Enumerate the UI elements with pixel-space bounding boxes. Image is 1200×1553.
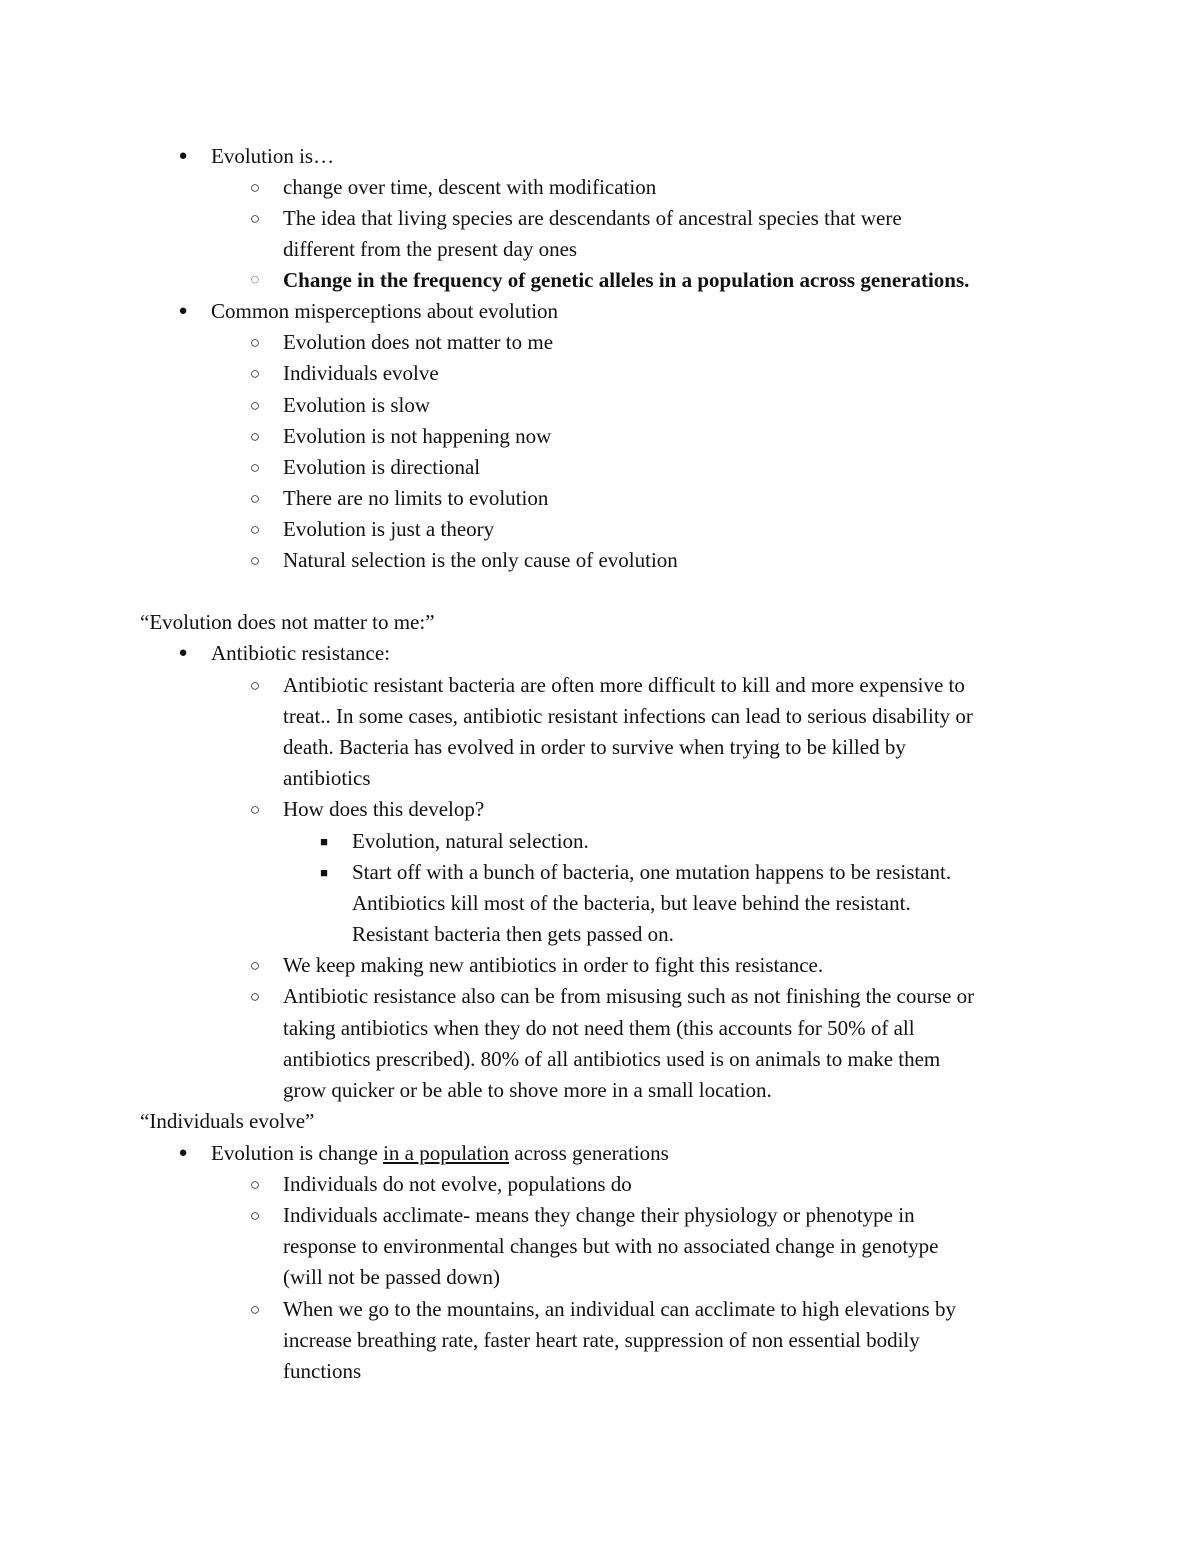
list-item-text: response to environmental changes but with no associated change in genotype — [283, 1234, 939, 1258]
list-item-text: Evolution is just a theory — [283, 517, 495, 541]
list-item — [0, 327, 1200, 358]
list-item-text: Evolution is directional — [283, 455, 481, 479]
section-heading-text: “Individuals evolve” — [140, 1109, 315, 1133]
list-item-continuation — [0, 763, 1200, 794]
circle-bullet-icon: ○ — [249, 1206, 261, 1225]
list-item-text: Evolution is not happening now — [283, 424, 552, 448]
list-item-continuation — [0, 919, 1200, 950]
list-item-text: Evolution is… — [211, 144, 335, 168]
list-item-continuation — [0, 1013, 1200, 1044]
list-item-text: There are no limits to evolution — [283, 486, 549, 510]
section-heading-text: “Evolution does not matter to me:” — [140, 610, 435, 634]
text-segment: across generations — [509, 1141, 669, 1165]
list-item — [0, 794, 1200, 825]
list-item-continuation — [0, 732, 1200, 763]
circle-bullet-icon: ○ — [249, 1300, 261, 1319]
list-item — [0, 826, 1200, 857]
list-item — [0, 514, 1200, 545]
list-item — [0, 1138, 1200, 1169]
list-item-text: antibiotics — [283, 766, 371, 790]
list-item — [0, 421, 1200, 452]
list-item — [0, 1169, 1200, 1200]
list-item-text: Evolution does not matter to me — [283, 330, 554, 354]
list-item-text: change over time, descent with modification — [283, 175, 657, 199]
underlined-text: in a population — [383, 1141, 510, 1165]
list-item — [0, 638, 1200, 669]
list-item-text: Evolution, natural selection. — [352, 829, 589, 853]
list-item-text: Individuals acclimate- means they change their physiology or phenotype in — [283, 1203, 915, 1227]
list-item-continuation — [0, 888, 1200, 919]
circle-bullet-icon: ○ — [249, 520, 261, 539]
circle-bullet-icon: ○ — [249, 427, 261, 446]
list-item-text: Antibiotic resistant bacteria are often more difficult to kill and more expensive to — [283, 673, 965, 697]
list-item — [0, 358, 1200, 389]
list-item-text: functions — [283, 1359, 362, 1383]
circle-bullet-icon: ○ — [249, 489, 261, 508]
list-item-text: treat.. In some cases, antibiotic resistant infections can lead to serious disability or — [283, 704, 973, 728]
list-item-text — [211, 1138, 669, 1169]
list-item-continuation — [0, 1356, 1200, 1387]
list-item — [0, 296, 1200, 327]
circle-bullet-icon: ○ — [249, 987, 261, 1006]
list-item-text: Individuals do not evolve, populations do — [283, 1172, 632, 1196]
disc-bullet-icon: ● — [178, 1145, 188, 1161]
circle-bullet-icon: ○ — [249, 396, 261, 415]
circle-bullet-icon: ○ — [249, 956, 261, 975]
list-item-text: How does this develop? — [283, 797, 485, 821]
list-item-text: Antibiotics kill most of the bacteria, but leave behind the resistant. — [352, 891, 911, 915]
list-item-text: different from the present day ones — [283, 237, 578, 261]
list-item-text: Antibiotic resistance: — [211, 641, 391, 665]
list-item — [0, 483, 1200, 514]
circle-bullet-icon: ○ — [249, 1175, 261, 1194]
circle-bullet-icon: ○ — [249, 333, 261, 352]
list-item-continuation — [0, 1325, 1200, 1356]
circle-bullet-icon: ○ — [249, 676, 261, 695]
list-item-text: When we go to the mountains, an individual can acclimate to high elevations by — [283, 1297, 956, 1321]
list-item — [0, 203, 1200, 234]
list-item-text: Start off with a bunch of bacteria, one mutation happens to be resistant. — [352, 860, 952, 884]
list-item-text: We keep making new antibiotics in order to fight this resistance. — [283, 953, 824, 977]
list-item — [0, 1200, 1200, 1231]
list-item-continuation — [0, 701, 1200, 732]
disc-bullet-icon: ● — [178, 645, 188, 661]
circle-bullet-icon: ○ — [249, 800, 261, 819]
list-item — [0, 545, 1200, 576]
list-item-continuation — [0, 1262, 1200, 1293]
list-item — [0, 1294, 1200, 1325]
list-item-text: Natural selection is the only cause of evolution — [283, 548, 678, 572]
square-bullet-icon: ■ — [320, 834, 328, 849]
list-item-text: increase breathing rate, faster heart rate, suppression of non essential bodily — [283, 1328, 920, 1352]
circle-bullet-icon: ○ — [249, 551, 261, 570]
list-item-text: taking antibiotics when they do not need them (this accounts for 50% of all — [283, 1016, 915, 1040]
dotted-circle-bullet-icon: ◌ — [250, 272, 260, 288]
list-item-text: Resistant bacteria then gets passed on. — [352, 922, 674, 946]
list-item-text: (will not be passed down) — [283, 1265, 500, 1289]
section-heading — [0, 1106, 1200, 1137]
list-item-continuation — [0, 234, 1200, 265]
circle-bullet-icon: ○ — [249, 209, 261, 228]
circle-bullet-icon: ○ — [249, 364, 261, 383]
circle-bullet-icon: ○ — [249, 178, 261, 197]
list-item — [0, 141, 1200, 172]
list-item-text: grow quicker or be able to shove more in a small location. — [283, 1078, 772, 1102]
list-item-text: antibiotics prescribed). 80% of all antibiotics used is on animals to make them — [283, 1047, 941, 1071]
list-item — [0, 670, 1200, 701]
list-item-text: Common misperceptions about evolution — [211, 299, 559, 323]
definition-text: Change in the frequency of genetic alleles in a population across generations. — [283, 268, 970, 292]
list-item-continuation — [0, 1231, 1200, 1262]
square-bullet-icon: ■ — [320, 865, 328, 880]
list-item-text: Antibiotic resistance also can be from misusing such as not finishing the course or — [283, 984, 975, 1008]
list-item-text: death. Bacteria has evolved in order to survive when trying to be killed by — [283, 735, 906, 759]
list-item — [0, 857, 1200, 888]
list-item — [0, 390, 1200, 421]
circle-bullet-icon: ○ — [249, 458, 261, 477]
list-item — [0, 265, 1200, 296]
list-item-continuation — [0, 1044, 1200, 1075]
list-item — [0, 172, 1200, 203]
section-heading — [0, 607, 1200, 638]
list-item-text: The idea that living species are descendants of ancestral species that were — [283, 206, 902, 230]
disc-bullet-icon: ● — [178, 148, 188, 164]
list-item-text: Individuals evolve — [283, 361, 439, 385]
list-item — [0, 950, 1200, 981]
list-item — [0, 981, 1200, 1012]
disc-bullet-icon: ● — [178, 303, 188, 319]
list-item-text: Evolution is slow — [283, 393, 431, 417]
list-item — [0, 452, 1200, 483]
text-segment: Evolution is change — [211, 1141, 384, 1165]
list-item-continuation — [0, 1075, 1200, 1106]
